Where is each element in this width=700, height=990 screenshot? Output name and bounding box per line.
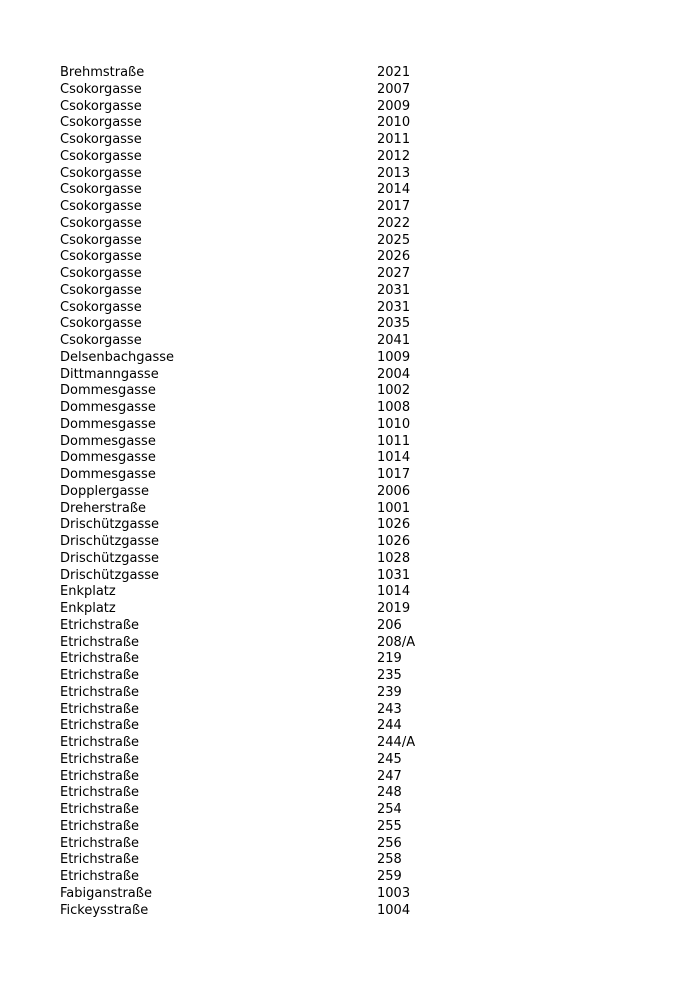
list-item: [60, 350, 660, 367]
list-item: [60, 584, 660, 601]
street-name: Dommesgasse: [60, 383, 156, 399]
street-name: Brehmstraße: [60, 65, 145, 80]
list-item: [60, 417, 660, 434]
list-item: [60, 618, 660, 635]
house-number: 235: [377, 668, 402, 683]
list-item: [60, 132, 660, 149]
list-item: [60, 65, 660, 82]
street-name: Csokorgasse: [60, 148, 142, 164]
street-name: Drischützgasse: [60, 567, 160, 583]
house-number: 2031: [377, 282, 411, 298]
list-item: [60, 785, 660, 802]
list-item: [60, 869, 660, 886]
house-number: 244/A: [377, 735, 416, 750]
list-item: [60, 182, 660, 199]
list-item: [60, 434, 660, 451]
street-name: Csokorgasse: [60, 299, 142, 315]
house-number: 219: [377, 651, 402, 667]
house-number: 2025: [377, 232, 411, 248]
list-item: [60, 534, 660, 551]
house-number: 1026: [377, 534, 411, 549]
street-name: Drischützgasse: [60, 517, 160, 533]
list-item: [60, 685, 660, 702]
street-name: Csokorgasse: [60, 282, 142, 298]
house-number: 2026: [377, 249, 411, 265]
house-number: 1028: [377, 550, 411, 566]
house-number: 2011: [377, 132, 411, 147]
house-number: 2007: [377, 81, 411, 97]
house-number: 259: [377, 869, 402, 884]
list-item: [60, 769, 660, 786]
house-number: 245: [377, 751, 402, 767]
house-number: 2021: [377, 65, 411, 80]
house-number: 2022: [377, 215, 411, 231]
street-name: Fickeysstraße: [60, 902, 149, 918]
street-name: Csokorgasse: [60, 81, 142, 97]
street-name: Delsenbachgasse: [60, 349, 174, 365]
street-name: Dreherstraße: [60, 500, 147, 516]
street-name: Dommesgasse: [60, 416, 156, 432]
house-number: 2031: [377, 299, 411, 315]
list-item: [60, 300, 660, 317]
list-item: [60, 467, 660, 484]
street-name: Csokorgasse: [60, 215, 142, 231]
list-item: [60, 735, 660, 752]
house-number: 1001: [377, 500, 411, 516]
list-item: [60, 551, 660, 568]
house-number: 208/A: [377, 634, 416, 650]
list-item: [60, 886, 660, 903]
house-number: 1008: [377, 400, 411, 415]
house-number: 247: [377, 768, 402, 784]
street-name: Csokorgasse: [60, 132, 142, 147]
street-name: Csokorgasse: [60, 165, 142, 181]
street-name: Etrichstraße: [60, 869, 140, 884]
street-name: Etrichstraße: [60, 701, 140, 717]
house-number: 244: [377, 718, 402, 734]
list-item: [60, 752, 660, 769]
house-number: 239: [377, 684, 402, 700]
street-name: Csokorgasse: [60, 266, 142, 281]
street-name: Dittmanngasse: [60, 366, 159, 382]
list-item: [60, 199, 660, 216]
street-name: Etrichstraße: [60, 818, 140, 834]
house-number: 1010: [377, 416, 411, 432]
house-number: 256: [377, 835, 402, 851]
house-number: 1014: [377, 584, 411, 600]
street-name: Etrichstraße: [60, 668, 140, 683]
house-number: 2009: [377, 98, 411, 114]
house-number: 2019: [377, 601, 411, 616]
house-number: 2041: [377, 333, 411, 348]
house-number: 2006: [377, 483, 411, 499]
list-item: [60, 333, 660, 350]
list-item: [60, 601, 660, 618]
street-name: Dommesgasse: [60, 400, 156, 415]
house-number: 254: [377, 802, 402, 817]
list-item: [60, 802, 660, 819]
address-list: [60, 65, 660, 919]
house-number: 255: [377, 818, 402, 834]
street-name: Csokorgasse: [60, 182, 142, 198]
house-number: 2017: [377, 199, 411, 214]
list-item: [60, 852, 660, 869]
house-number: 1026: [377, 517, 411, 533]
list-item: [60, 450, 660, 467]
street-name: Etrichstraße: [60, 802, 140, 817]
street-name: Enkplatz: [60, 601, 116, 616]
street-name: Csokorgasse: [60, 98, 142, 114]
list-item: [60, 484, 660, 501]
house-number: 1002: [377, 383, 411, 399]
list-item: [60, 400, 660, 417]
street-name: Enkplatz: [60, 584, 116, 600]
street-name: Etrichstraße: [60, 718, 140, 734]
house-number: 248: [377, 785, 402, 801]
list-item: [60, 501, 660, 518]
list-item: [60, 836, 660, 853]
list-item: [60, 517, 660, 534]
street-name: Csokorgasse: [60, 333, 142, 348]
list-item: [60, 149, 660, 166]
list-item: [60, 819, 660, 836]
street-name: Csokorgasse: [60, 249, 142, 265]
list-item: [60, 216, 660, 233]
house-number: 1003: [377, 885, 411, 901]
house-number: 2013: [377, 165, 411, 181]
street-name: Etrichstraße: [60, 785, 140, 801]
street-name: Csokorgasse: [60, 316, 142, 332]
street-name: Etrichstraße: [60, 852, 140, 868]
street-name: Etrichstraße: [60, 617, 140, 633]
list-item: [60, 383, 660, 400]
street-name: Csokorgasse: [60, 115, 142, 131]
house-number: 243: [377, 701, 402, 717]
street-name: Etrichstraße: [60, 751, 140, 767]
list-item: [60, 635, 660, 652]
street-name: Dommesgasse: [60, 433, 156, 449]
street-name: Etrichstraße: [60, 735, 140, 750]
street-name: Etrichstraße: [60, 835, 140, 851]
house-number: 206: [377, 617, 402, 633]
house-number: 2014: [377, 182, 411, 198]
list-item: [60, 367, 660, 384]
house-number: 1009: [377, 349, 411, 365]
list-item: [60, 283, 660, 300]
street-name: Drischützgasse: [60, 550, 160, 566]
list-item: [60, 702, 660, 719]
house-number: 1011: [377, 433, 411, 449]
house-number: 1014: [377, 450, 411, 466]
list-item: [60, 82, 660, 99]
list-item: [60, 115, 660, 132]
list-item: [60, 668, 660, 685]
street-name: Dommesgasse: [60, 467, 156, 482]
house-number: 2027: [377, 266, 411, 281]
list-item: [60, 718, 660, 735]
street-name: Etrichstraße: [60, 768, 140, 784]
list-item: [60, 316, 660, 333]
list-item: [60, 233, 660, 250]
street-name: Drischützgasse: [60, 534, 160, 549]
list-item: [60, 568, 660, 585]
street-name: Etrichstraße: [60, 684, 140, 700]
street-name: Etrichstraße: [60, 651, 140, 667]
list-item: [60, 266, 660, 283]
house-number: 2012: [377, 148, 411, 164]
list-item: [60, 249, 660, 266]
street-name: Etrichstraße: [60, 634, 140, 650]
street-name: Fabiganstraße: [60, 885, 152, 901]
house-number: 1004: [377, 902, 411, 918]
street-name: Dopplergasse: [60, 483, 149, 499]
house-number: 2010: [377, 115, 411, 131]
house-number: 1017: [377, 467, 411, 482]
list-item: [60, 99, 660, 116]
street-name: Csokorgasse: [60, 232, 142, 248]
list-item: [60, 166, 660, 183]
list-item: [60, 903, 660, 920]
house-number: 1031: [377, 567, 411, 583]
house-number: 2004: [377, 366, 411, 382]
list-item: [60, 651, 660, 668]
street-name: Csokorgasse: [60, 199, 142, 214]
house-number: 258: [377, 852, 402, 868]
house-number: 2035: [377, 316, 411, 332]
street-name: Dommesgasse: [60, 450, 156, 466]
